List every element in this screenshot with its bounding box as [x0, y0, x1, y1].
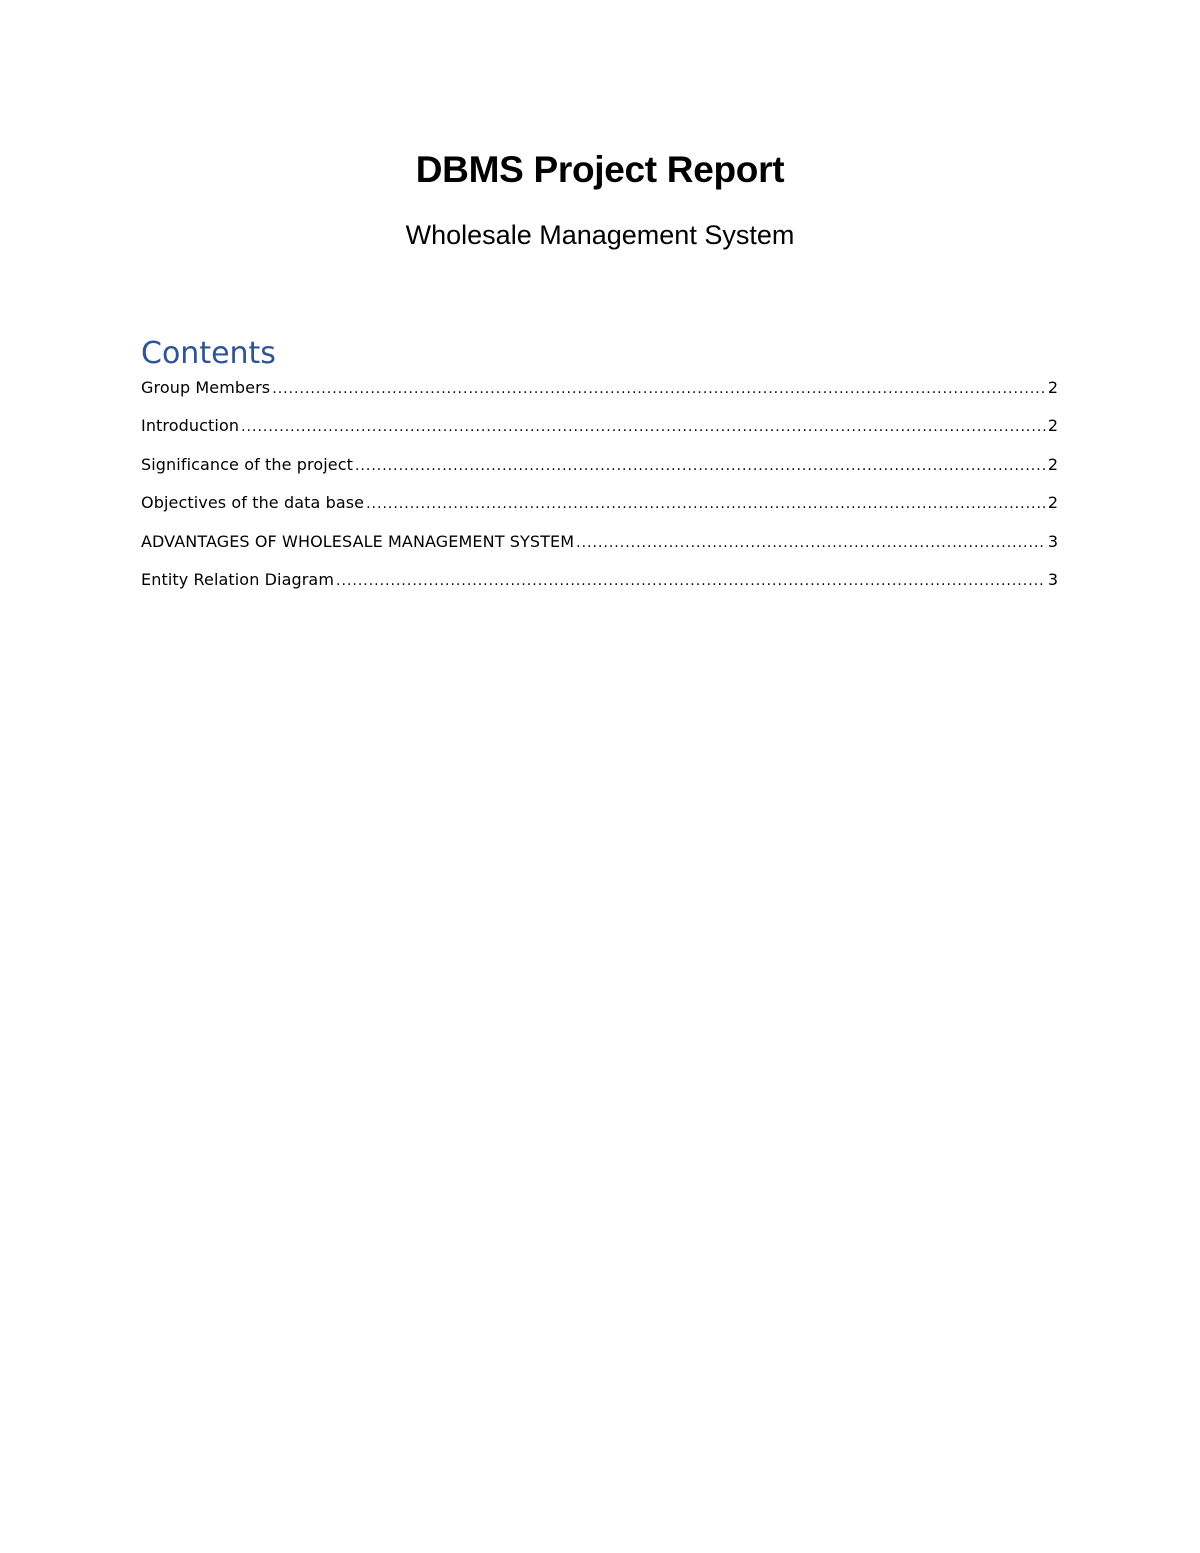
table-of-contents [141, 376, 1058, 606]
toc-entry-label: Introduction [141, 416, 240, 436]
toc-entry-entity-relation-diagram[interactable] [141, 568, 1058, 606]
toc-entry-group-members[interactable] [141, 376, 1058, 414]
toc-dot-leader [355, 454, 1046, 478]
toc-entry-introduction[interactable] [141, 414, 1058, 452]
toc-entry-objectives[interactable] [141, 491, 1058, 529]
toc-entry-page-number: 2 [1047, 416, 1058, 436]
toc-entry-page-number: 3 [1047, 569, 1058, 589]
toc-dot-leader [366, 492, 1046, 516]
toc-heading: Contents [141, 336, 276, 371]
toc-entry-label: Group Members [141, 378, 271, 397]
toc-entry-page-number: 2 [1047, 454, 1058, 474]
toc-dot-leader [336, 569, 1046, 593]
toc-entry-significance[interactable] [141, 453, 1058, 491]
document-subtitle: Wholesale Management System [405, 220, 795, 250]
toc-entry-label: ADVANTAGES OF WHOLESALE MANAGEMENT SYSTEM [141, 531, 575, 551]
document-title: DBMS Project Report [415, 149, 785, 190]
toc-entry-advantages[interactable] [141, 530, 1058, 568]
toc-entry-page-number: 2 [1047, 493, 1058, 513]
toc-entry-label: Objectives of the data base [141, 493, 365, 513]
toc-entry-label: Significance of the project [141, 454, 353, 474]
toc-dot-leader [241, 415, 1046, 439]
toc-entry-page-number: 2 [1047, 378, 1058, 397]
toc-entry-label: Entity Relation Diagram [141, 569, 335, 589]
toc-entry-page-number: 3 [1047, 531, 1058, 551]
toc-dot-leader [576, 531, 1046, 555]
toc-dot-leader [272, 377, 1046, 401]
